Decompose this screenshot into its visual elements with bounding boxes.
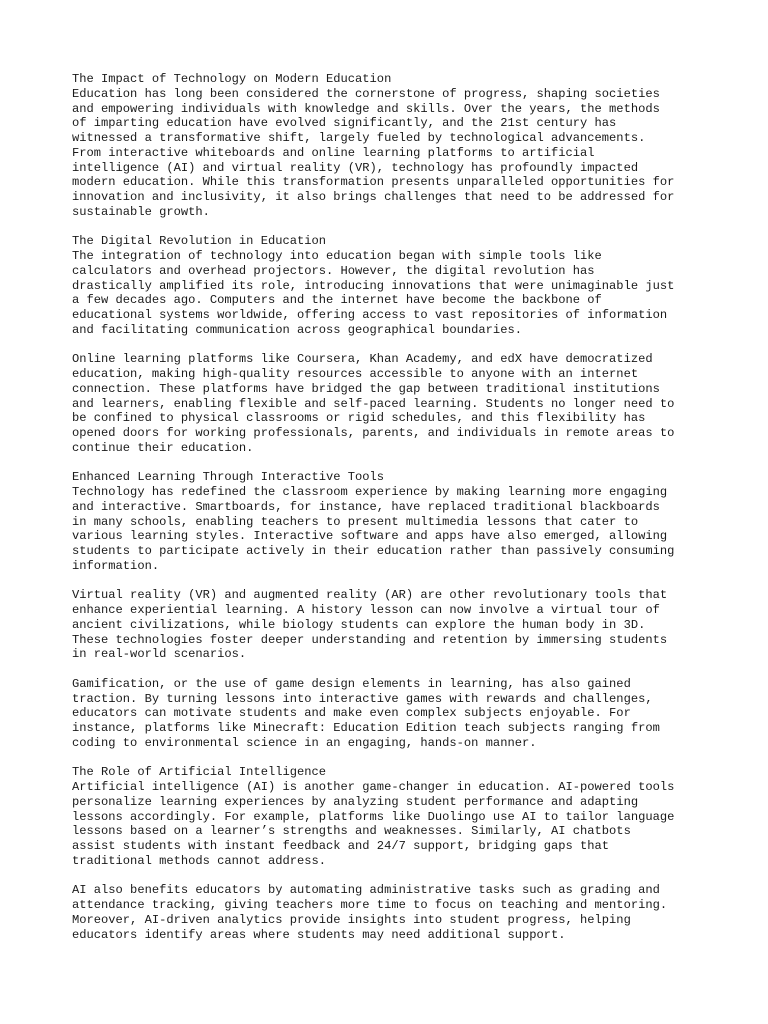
- text-line: lessons accordingly. For example, platforms like Duolingo use AI to tailor language: [72, 809, 675, 824]
- text-line: connection. These platforms have bridged the gap between traditional institutions: [72, 381, 660, 396]
- text-line: opened doors for working professionals, parents, and individuals in remote areas to: [72, 426, 675, 440]
- text-line: various learning styles. Interactive software and apps have also emerged, allowing: [72, 529, 668, 544]
- text-line: information.: [72, 558, 160, 573]
- text-line: These technologies foster deeper understanding and retention by immersing students: [72, 632, 668, 647]
- section-ai-educators: [72, 883, 712, 942]
- section-ai: [72, 765, 712, 868]
- text-line: intelligence (AI) and virtual reality (VR), technology has profoundly impacted: [72, 160, 639, 175]
- text-line: educators can motivate students and make even complex subjects enjoyable. For: [72, 706, 631, 721]
- text-line: and facilitating communication across geographical boundaries.: [72, 322, 522, 337]
- text-line: in many schools, enabling teachers to present multimedia lessons that cater to: [72, 514, 639, 529]
- document-page: [72, 72, 712, 957]
- text-line: Artificial intelligence (AI) is another game-changer in education. AI-powered tools: [72, 780, 675, 794]
- text-line: instance, platforms like Minecraft: Education Edition teach subjects ranging from: [72, 721, 660, 735]
- text-line: ancient civilizations, while biology students can explore the human body in 3D.: [72, 617, 646, 632]
- text-line: be confined to physical classrooms or rigid schedules, and this flexibility has: [72, 411, 646, 426]
- text-line: and empowering individuals with knowledge and skills. Over the years, the methods: [72, 101, 660, 116]
- text-line: assist students with instant feedback and 24/7 support, bridging gaps that: [72, 839, 610, 853]
- text-line: in real-world scenarios.: [72, 647, 247, 662]
- text-line: continue their education.: [72, 440, 254, 455]
- text-line: education, making high-quality resources accessible to anyone with an internet: [72, 367, 639, 381]
- text-line: educators identify areas where students may need additional support.: [72, 927, 566, 942]
- text-line: Technology has redefined the classroom experience by making learning more engaging: [72, 485, 668, 499]
- text-line: traction. By turning lessons into interactive games with rewards and challenges,: [72, 691, 653, 706]
- section-heading: The Role of Artificial Intelligence: [72, 765, 327, 780]
- text-line: calculators and overhead projectors. However, the digital revolution has: [72, 263, 595, 278]
- text-line: Gamification, or the use of game design elements in learning, has also gained: [72, 676, 631, 691]
- text-line: students to participate actively in their education rather than passively consuming: [72, 544, 675, 558]
- section-digital-revolution: [72, 234, 712, 337]
- text-line: innovation and inclusivity, it also brings challenges that need to be addressed for: [72, 190, 675, 204]
- text-line: enhance experiential learning. A history lesson can now involve a virtual tour of: [72, 603, 660, 617]
- section-heading: Enhanced Learning Through Interactive Tools: [72, 470, 385, 485]
- text-line: educational systems worldwide, offering access to vast repositories of information: [72, 308, 668, 322]
- text-line: a few decades ago. Computers and the internet have become the backbone of: [72, 293, 602, 308]
- text-line: drastically amplified its role, introducing innovations that were unimaginable just: [72, 278, 675, 293]
- section-online-platforms: [72, 352, 712, 455]
- text-line: Moreover, AI-driven analytics provide insights into student progress, helping: [72, 912, 631, 927]
- text-line: AI also benefits educators by automating administrative tasks such as grading and: [72, 883, 660, 898]
- text-line: The integration of technology into education began with simple tools like: [72, 249, 602, 263]
- text-line: of imparting education have evolved significantly, and the 21st century has: [72, 116, 617, 131]
- text-line: and interactive. Smartboards, for instance, have replaced traditional blackboards: [72, 499, 660, 514]
- section-intro: [72, 72, 712, 220]
- text-line: attendance tracking, giving teachers more time to focus on teaching and mentoring.: [72, 898, 668, 912]
- text-line: traditional methods cannot address.: [72, 853, 327, 868]
- text-line: modern education. While this transformation presents unparalleled opportunities for: [72, 175, 675, 190]
- text-line: Online learning platforms like Coursera, Khan Academy, and edX have democratized: [72, 352, 653, 367]
- section-vr-ar: [72, 588, 712, 662]
- section-gamification: [72, 677, 712, 751]
- text-line: sustainable growth.: [72, 204, 210, 219]
- text-line: and learners, enabling flexible and self-paced learning. Students no longer need to: [72, 396, 675, 411]
- section-interactive-tools: [72, 470, 712, 573]
- document-title: The Impact of Technology on Modern Education: [72, 72, 392, 86]
- text-line: personalize learning experiences by analyzing student performance and adapting: [72, 794, 639, 809]
- section-heading: The Digital Revolution in Education: [72, 234, 327, 249]
- text-line: witnessed a transformative shift, largely fueled by technological advancements.: [72, 131, 646, 145]
- text-line: Virtual reality (VR) and augmented reality (AR) are other revolutionary tools that: [72, 588, 668, 603]
- text-line: coding to environmental science in an engaging, hands-on manner.: [72, 735, 537, 750]
- text-line: Education has long been considered the cornerstone of progress, shaping societies: [72, 86, 660, 101]
- text-line: lessons based on a learner’s strengths and weaknesses. Similarly, AI chatbots: [72, 824, 631, 839]
- text-line: From interactive whiteboards and online learning platforms to artificial: [72, 145, 595, 160]
